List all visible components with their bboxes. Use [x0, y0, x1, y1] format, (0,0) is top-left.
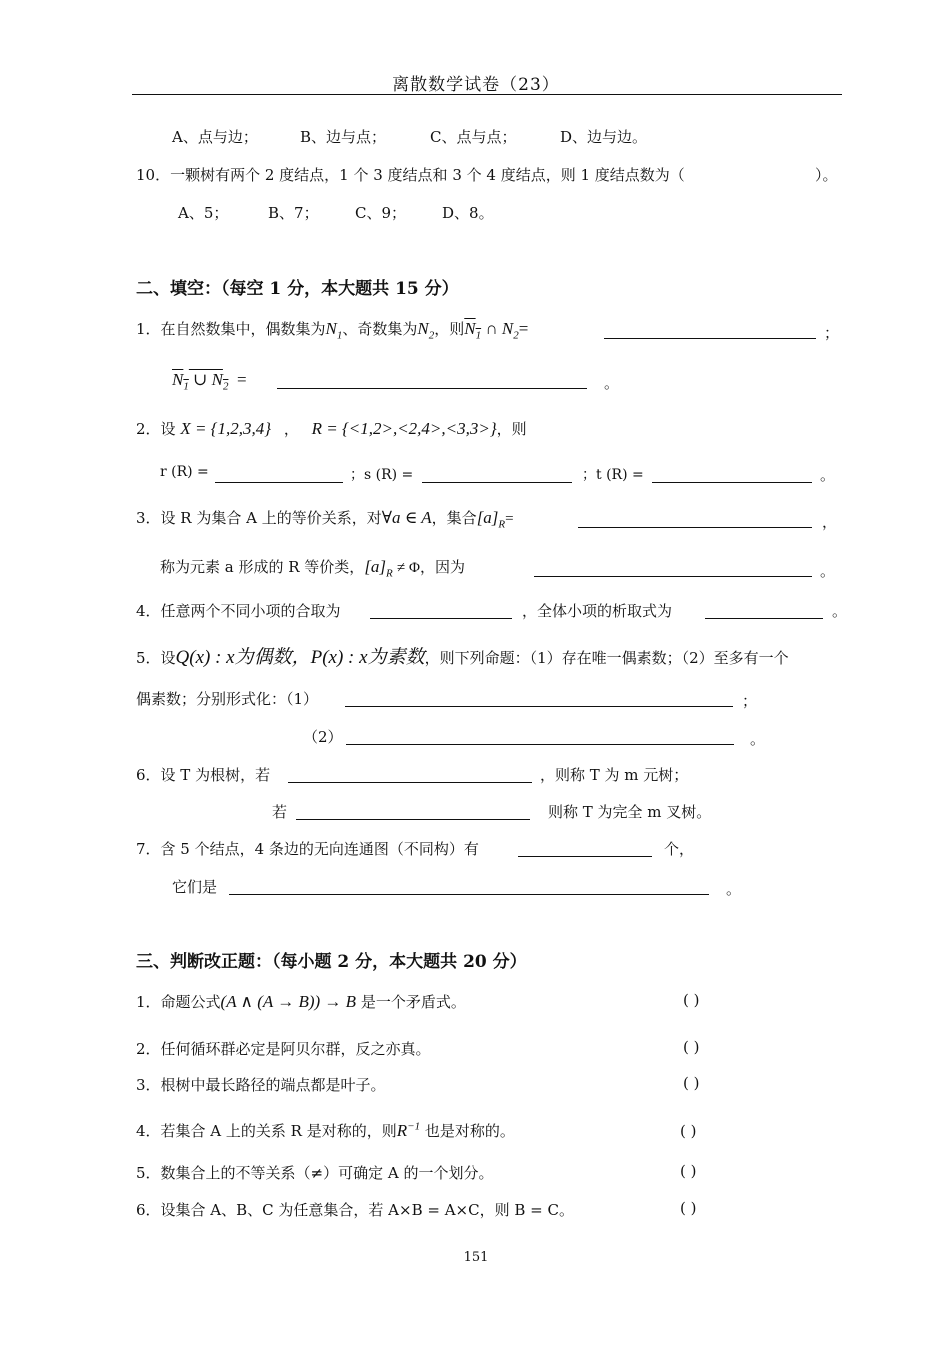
s2-q6-text-d: 则称 T 为完全 m 叉树。: [548, 803, 712, 821]
q10-option-a: A、5；: [178, 204, 229, 222]
s2-q3-line1: [136, 507, 514, 530]
q9-option-b: B、边与点；: [300, 128, 387, 146]
s2-q2-comma: ，: [283, 420, 299, 438]
s2-q1-text-b: 、奇数集为: [342, 320, 418, 338]
s3-item-4-text: 4．若集合 A 上的关系 R 是对称的，则: [136, 1122, 397, 1140]
s3-item-6: 6．设集合 A、B、C 为任意集合，若 A×B = A×C，则 B = C。: [136, 1201, 574, 1219]
s2-q5-text-b: ，则下列命题：（1）存在唯一偶素数；（2）至多有一个: [424, 649, 789, 667]
s2-q3-because: ，因为: [419, 558, 465, 576]
s3-item-4-answer[interactable]: ( ): [680, 1122, 697, 1140]
s2-q7-blank-1[interactable]: [518, 840, 652, 857]
s2-q2-t-blank[interactable]: [652, 466, 812, 483]
s2-q1-formula: $N_1$ ∩ $N_2=$: [464, 319, 529, 342]
s2-q7-text-b: 个，: [664, 840, 695, 858]
s2-q1-semicolon: ；: [824, 324, 840, 342]
s2-q2-end: 。: [820, 466, 836, 484]
s3-item-1-tail: 是一个矛盾式。: [360, 993, 466, 1011]
s2-q3-class: $[a]_R$: [476, 508, 506, 531]
s2-q2-then: ，则: [496, 420, 527, 438]
s2-q7-end: 。: [726, 880, 742, 898]
s2-q6-blank-1[interactable]: [288, 766, 532, 783]
s3-item-1-answer[interactable]: ( ): [683, 991, 700, 1009]
s2-q2-t-label: ；t (R) =: [582, 467, 644, 483]
s2-q2-set-r: R = {<1,2>,<2,4>,<3,3>}: [311, 419, 497, 438]
s3-item-2: 2．任何循环群必定是阿贝尔群，反之亦真。: [136, 1040, 431, 1058]
q10-close: ）。: [815, 166, 838, 184]
s3-item-5-answer[interactable]: ( ): [680, 1162, 697, 1180]
s2-q5-end: 。: [750, 730, 766, 748]
q9-option-a: A、点与边；: [172, 128, 258, 146]
s2-q3-forall: ∀a ∈ A: [381, 508, 432, 527]
s2-q4-text-b: ，全体小项的析取式为: [522, 602, 673, 620]
s2-q2-line1: [136, 418, 527, 439]
s2-q2-s-blank[interactable]: [422, 466, 572, 483]
q10-option-b: B、7；: [268, 204, 319, 222]
s3-item-3: 3．根树中最长路径的端点都是叶子。: [136, 1076, 386, 1094]
s3-item-6-answer[interactable]: ( ): [680, 1199, 697, 1217]
s2-q3-text-b: ，集合: [431, 509, 477, 527]
s2-q3-eq: =: [505, 511, 514, 527]
s3-item-5: 5．数集合上的不等关系（≠）可确定 A 的一个划分。: [136, 1164, 494, 1182]
s2-q4-blank-1[interactable]: [370, 602, 512, 619]
s2-q1-formula-2: $N_1$ ∪ $N_2$ =: [172, 370, 247, 393]
s2-q3-line2: [160, 556, 465, 579]
s2-q2-set-x: X = {1,2,3,4}: [180, 419, 272, 438]
s2-q5-semicolon: ；: [742, 692, 758, 710]
q10-text: 10．一颗树有两个 2 度结点，1 个 3 度结点和 3 个 4 度结点，则 1 度结点数为（: [136, 166, 685, 184]
s2-q1-text-a: 1．在自然数集中，偶数集为: [136, 320, 326, 338]
s2-q1-end: 。: [604, 374, 620, 392]
s3-item-4-tail: 也是对称的。: [424, 1122, 515, 1140]
s3-item-4-inverse: $R^{-1}$: [396, 1120, 421, 1140]
s2-q5-text-a: 5．设: [136, 649, 176, 667]
q9-option-c: C、点与点；: [430, 128, 517, 146]
section3-title: 三、判断改正题：（每小题 2 分，本大题共 20 分）: [136, 952, 527, 972]
s2-q6-blank-2[interactable]: [296, 803, 530, 820]
q10-option-c: C、9；: [355, 204, 407, 222]
s2-q3-comma: ，: [822, 513, 838, 531]
s2-q4-text-a: 4．任意两个不同小项的合取为: [136, 602, 341, 620]
s2-q7-text-a: 7．含 5 个结点，4 条边的无向连通图（不同构）有: [136, 840, 479, 858]
s2-q5-line2: 偶素数；分别形式化：（1）: [136, 690, 319, 708]
section2-title: 二、填空：（每空 1 分，本大题共 15 分）: [136, 279, 459, 299]
s3-item-1-text: 1．命题公式: [136, 993, 221, 1011]
s2-q5-line1: [136, 642, 789, 669]
s3-item-1: [136, 991, 466, 1012]
s2-q1-line1: [136, 318, 528, 341]
s2-q2-r-label: r (R) =: [160, 464, 209, 480]
s2-q4-end: 。: [832, 602, 848, 620]
s2-q3-text-a: 3．设 R 为集合 A 上的等价关系，对: [136, 509, 382, 527]
s2-q7-text-c: 它们是: [172, 878, 218, 896]
s2-q7-blank-2[interactable]: [229, 878, 709, 895]
s2-q2-text-a: 2．设: [136, 420, 176, 438]
q9-option-d: D、边与边。: [560, 128, 648, 146]
s2-q3-end: 。: [820, 562, 836, 580]
s2-q1-text-c: ，则: [434, 320, 465, 338]
s3-item-1-formula: (A ∧ (A → B)) → B: [220, 992, 357, 1011]
s2-q3-neq: ≠ Φ: [397, 560, 420, 576]
q10-option-d: D、8。: [442, 204, 494, 222]
s2-q6-text-b: ，则称 T 为 m 元树；: [540, 766, 689, 784]
s2-q2-s-label: ；s (R) =: [350, 467, 414, 483]
s3-item-3-answer[interactable]: ( ): [683, 1074, 700, 1092]
s2-q1-blank-1[interactable]: [604, 322, 816, 339]
s2-q5-blank-2[interactable]: [346, 728, 734, 745]
s2-q3-line2-text: 称为元素 a 形成的 R 等价类，: [160, 558, 365, 576]
s2-q5-part2-label: （2）: [303, 728, 343, 746]
s2-q3-class-2: $[a]_R$: [364, 557, 393, 580]
s3-item-2-answer[interactable]: ( ): [683, 1038, 700, 1056]
s2-q3-blank-2[interactable]: [534, 560, 812, 577]
s2-q6-text-c: 若: [272, 803, 288, 821]
s2-q3-blank-1[interactable]: [578, 511, 812, 528]
s2-q4-blank-2[interactable]: [705, 602, 823, 619]
s2-q1-blank-2[interactable]: [277, 372, 587, 389]
s2-q2-r-blank[interactable]: [215, 466, 343, 483]
s2-q5-blank-1[interactable]: [345, 690, 733, 707]
page-header-title: 离散数学试卷（23）: [392, 75, 560, 95]
s3-item-4: [136, 1120, 515, 1141]
s2-q5-predicates: Q(x) : x为偶数，P(x) : x为素数: [175, 647, 425, 668]
header-rule: [132, 94, 842, 95]
s2-q1-n2: $N_2$: [417, 319, 435, 342]
page-number: 151: [463, 1250, 489, 1265]
s2-q6-text-a: 6．设 T 为根树，若: [136, 766, 271, 784]
s2-q1-n1: $N_1$: [325, 319, 343, 342]
